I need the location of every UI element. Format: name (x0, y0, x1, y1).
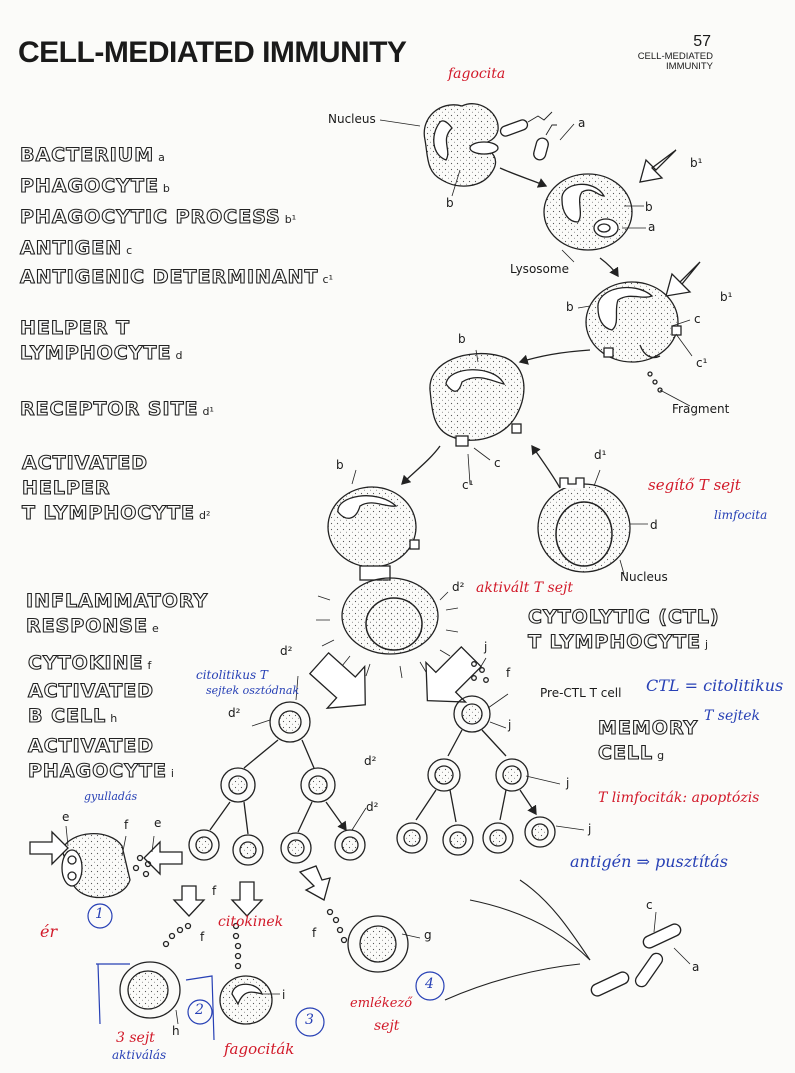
legend-inflammatory-line2: RESPONSE (26, 615, 148, 637)
label-e-1: e (62, 810, 70, 824)
b-lineage-cells (189, 702, 365, 865)
label-b-3: b (566, 300, 574, 314)
legend-ctl-line2: T LYMPHOCYTE (528, 631, 702, 653)
annotation-emlekezo-1: emlékező (350, 996, 413, 1011)
legend-activated-helper-sub: d² (199, 509, 211, 522)
annotation-emlekezo-2: sejt (374, 1018, 400, 1034)
legend-memory-line2: CELL (598, 742, 654, 764)
annotation-ctl-eq-2: T sejtek (704, 708, 760, 724)
legend-activated-b-sub: h (110, 712, 118, 725)
legend-ctl-sub: j (705, 638, 709, 651)
legend-activated-phagocyte-line1: ACTIVATED (28, 735, 155, 757)
annotation-circle-4: 4 (425, 976, 434, 992)
annotation-er: ér (40, 922, 58, 941)
label-f-5: f (312, 926, 317, 940)
annotation-three-sejt-1: 3 sejt (116, 1030, 155, 1046)
label-nucleus-top: Nucleus (328, 112, 376, 126)
label-a-2: a (648, 220, 656, 234)
annotation-circle-2: 2 (195, 1002, 204, 1018)
ctl-lineage-cells (397, 696, 555, 855)
legend-helper-t-line2: LYMPHOCYTE (20, 342, 172, 364)
annotation-limfocita: limfocita (714, 508, 768, 522)
activated-b-cell (120, 962, 180, 1018)
label-nucleus-mid: Nucleus (620, 570, 668, 584)
label-j-1: j (484, 640, 488, 654)
label-b-4: b (458, 332, 466, 346)
legend-phagocytic-process-sub: b¹ (284, 213, 297, 226)
label-b-1: b (446, 196, 454, 210)
label-h: h (172, 1024, 180, 1038)
annotation-timfocitak: T limfociták: apoptózis (598, 790, 760, 806)
label-d2-1: d² (452, 580, 465, 594)
legend-phagocytic-process-label: PHAGOCYTIC PROCESS (20, 206, 281, 228)
page-number: 57 (693, 33, 711, 50)
annotation-ctl-eq-1: CTL = citolitikus (646, 676, 784, 695)
annotation-citokinek: citokinek (218, 914, 284, 930)
annotation-antigen-pusztitas: antigén ⇒ pusztítás (570, 852, 728, 871)
annotation-gyulladas: gyulladás (84, 790, 138, 803)
legend-activated-helper-line2: HELPER (22, 477, 111, 499)
label-d2-2: d² (280, 644, 293, 658)
legend-cytokine-label: CYTOKINE (28, 652, 144, 674)
label-lysosome: Lysosome (510, 262, 569, 276)
label-d2-4: d² (364, 754, 377, 768)
section-label-line1: CELL-MEDIATED (637, 51, 713, 62)
legend-inflammatory-sub: e (151, 622, 159, 635)
legend-activated-b-line2: B CELL (28, 705, 107, 727)
legend-receptor-site-sub: d¹ (202, 405, 214, 418)
annotation-segito-t: segítő T sejt (648, 476, 741, 494)
label-d1: d¹ (594, 448, 607, 462)
label-b-5: b (336, 458, 344, 472)
bacterium-1 (499, 112, 557, 161)
legend-ctl-line1: CYTOLYTIC (CTL) (528, 606, 720, 628)
label-a-1: a (578, 116, 586, 130)
legend-bacterium-sub: a (158, 151, 165, 164)
label-i: i (282, 988, 286, 1002)
phagocyte-cell-4 (430, 354, 524, 446)
section-label-line2: IMMUNITY (666, 61, 713, 72)
label-b1-1: b¹ (690, 156, 703, 170)
label-f-1: f (506, 666, 511, 680)
label-b1-2: b¹ (720, 290, 733, 304)
legend-helper-t-line1: HELPER T (20, 317, 131, 339)
legend-activated-helper-line3: T LYMPHOCYTE (22, 502, 196, 524)
label-j-3: j (566, 776, 570, 790)
legend-activated-phagocyte-line2: PHAGOCYTE (28, 760, 167, 782)
activated-helper-cell (342, 578, 438, 654)
label-j-4: j (588, 822, 592, 836)
label-f-4: f (200, 930, 205, 944)
legend-helper-t-sub: d (175, 349, 183, 362)
annotation-fagocitak: fagociták (224, 1040, 295, 1058)
legend-antigen-label: ANTIGEN (20, 237, 123, 259)
memory-cell (348, 916, 408, 972)
bacteria-destroyed (589, 922, 682, 998)
legend-activated-b-line1: ACTIVATED (28, 680, 155, 702)
phagocyte-cell-2 (544, 174, 632, 250)
legend-antigenic-determinant-sub: c¹ (322, 273, 333, 286)
annotation-fagocita: fagocita (448, 66, 506, 82)
activated-phagocyte (220, 976, 272, 1024)
cytokine-dots (164, 662, 489, 969)
helper-t-cell (538, 478, 630, 572)
phagocyte-cell-3 (586, 282, 681, 392)
label-d2-5: d² (366, 800, 379, 814)
label-e-2: e (154, 816, 162, 830)
legend-memory-sub: g (657, 749, 665, 762)
annotation-citolitikus-1: citolitikus T (196, 668, 268, 682)
label-f-3: f (212, 884, 217, 898)
phagocyte-cell-1 (424, 104, 498, 186)
label-d: d (650, 518, 658, 532)
label-c1-1: c¹ (696, 356, 708, 370)
blood-vessel (62, 834, 130, 898)
legend-antigenic-determinant-label: ANTIGENIC DETERMINANT (20, 266, 319, 288)
annotation-aktivalt: aktivált T sejt (476, 580, 573, 596)
label-d2-3: d² (228, 706, 241, 720)
annotation-three-sejt-2: aktiválás (112, 1048, 167, 1062)
legend-phagocyte-sub: b (162, 182, 170, 195)
label-pre-ctl: Pre-CTL T cell (540, 686, 622, 700)
annotation-citolitikus-2: sejtek osztódnak (206, 684, 300, 697)
phagocyte-cell-5 (328, 487, 419, 580)
label-b-2: b (645, 200, 653, 214)
label-a-3: a (692, 960, 700, 974)
label-c-2: c (494, 456, 501, 470)
annotation-circle-3: 3 (305, 1012, 314, 1028)
label-g: g (424, 928, 432, 942)
legend-activated-helper-line1: ACTIVATED (22, 452, 149, 474)
legend-cytokine-sub: f (147, 659, 152, 672)
legend-receptor-site-label: RECEPTOR SITE (20, 398, 199, 420)
page-title: CELL-MEDIATED IMMUNITY (18, 36, 407, 69)
legend-bacterium-label: BACTERIUM (20, 144, 155, 166)
legend-antigen-sub: c (126, 244, 133, 257)
annotation-circle-1: 1 (95, 906, 104, 922)
label-c1-2: c¹ (462, 478, 474, 492)
legend-activated-phagocyte-sub: i (170, 767, 174, 780)
label-j-2: j (508, 718, 512, 732)
label-fragment: Fragment (672, 402, 730, 416)
legend-inflammatory-line1: INFLAMMATORY (26, 590, 209, 612)
legend-phagocyte-label: PHAGOCYTE (20, 175, 159, 197)
legend-memory-line1: MEMORY (598, 717, 699, 739)
label-f-2: f (124, 818, 129, 832)
label-c-3: c (646, 898, 653, 912)
label-c-1: c (694, 312, 701, 326)
